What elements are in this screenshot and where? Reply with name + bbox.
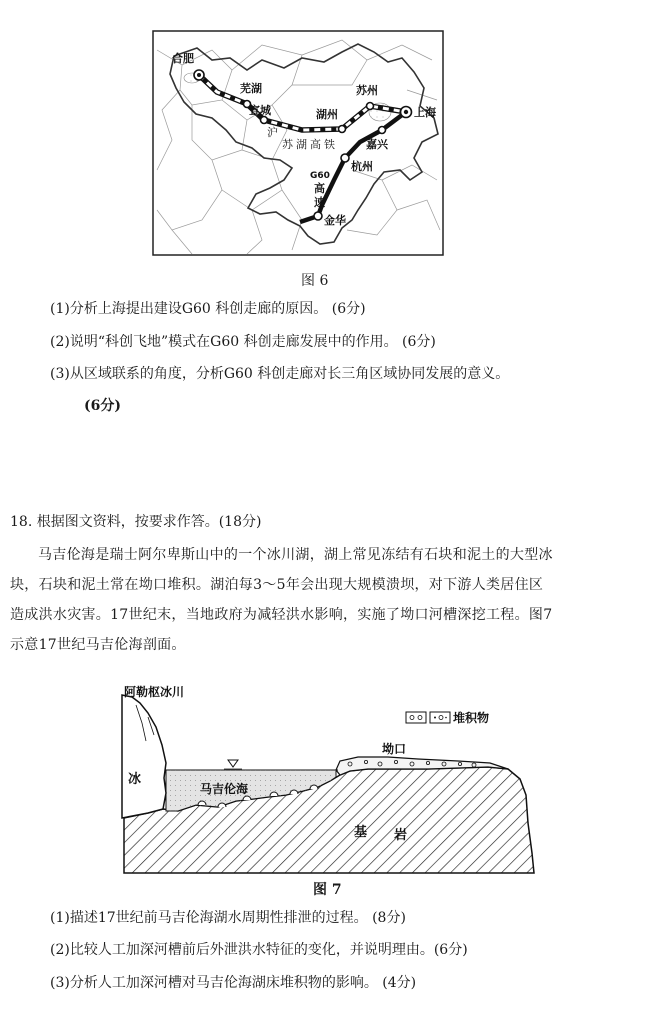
label-lake: 马吉伦海 (200, 782, 249, 796)
fig7-question-3: (3)分析人工加深河槽对马吉伦海湖床堆积物的影响。 (4分) (50, 975, 417, 991)
fig6-question-3: (3)从区域联系的角度，分析G60 科创走廊对长三角区域协同发展的意义。 (50, 366, 510, 382)
question-18-title: 18. 根据图文资料，按要求作答。(18分) (10, 514, 262, 530)
label-bedrock-1: 基 (354, 825, 368, 840)
label-pass: 坳口 (382, 742, 407, 756)
city-marker-huzhou (339, 126, 346, 133)
water-level-marker (228, 760, 238, 767)
fig7-question-1: (1)描述17世纪前马吉伦海湖水周期性排泄的过程。 (8分) (50, 910, 406, 926)
label-hangzhou: 杭州 (351, 160, 373, 173)
label-wuhu: 芜湖 (240, 82, 262, 95)
railway-label-char: 湖 (296, 138, 307, 151)
highway-label-char: 速 (314, 196, 325, 209)
highway-label-char: 高 (314, 182, 325, 195)
fig6-question-1: (1)分析上海提出建设G60 科创走廊的原因。 (6分) (50, 301, 366, 317)
legend-label: 堆积物 (453, 711, 490, 725)
fig6-question-2: (2)说明“科创飞地”模式在G60 科创走廊发展中的作用。 (6分) (50, 334, 436, 350)
railway-label-char: 高 (310, 138, 321, 151)
fig6-question-3-score: (6分) (84, 398, 121, 414)
paragraph-line: 马吉伦海是瑞士阿尔卑斯山中的一个冰川湖，湖上常见冻结有石块和泥土的大型冰 (38, 547, 553, 563)
city-marker-suzhou (367, 103, 374, 110)
label-huzhou: 湖州 (316, 108, 338, 121)
railway-label-char: 铁 (324, 138, 335, 151)
label-suzhou: 苏州 (356, 84, 378, 97)
city-marker-jiaxing (379, 127, 386, 134)
label-glacier: 阿勒枢冰川 (124, 685, 185, 699)
fig6-caption: 图 6 (301, 273, 329, 289)
city-marker-jinhua (314, 212, 322, 220)
fig7-caption: 图 7 (313, 882, 342, 898)
paragraph-line: 示意17世纪马吉伦海剖面。 (10, 637, 186, 653)
label-bedrock-2: 岩 (394, 828, 408, 843)
label-ice: 冰 (128, 772, 142, 787)
label-jinhua: 金华 (324, 214, 346, 227)
label-jiaxing: 嘉兴 (366, 138, 388, 151)
g60-map (152, 30, 444, 256)
label-hefei: 合肥 (172, 52, 194, 65)
glacier (122, 695, 166, 818)
fig7-question-2: (2)比较人工加深河槽前后外泄洪水特征的变化，并说明理由。(6分) (50, 942, 468, 958)
legend-sediment (406, 710, 489, 725)
railway-label-char: 沪 (267, 126, 278, 139)
question-18-paragraph (10, 540, 640, 660)
highway-label-g60: G60 (310, 171, 330, 181)
railway-label-char: 苏 (282, 138, 293, 151)
lake-cross-section (118, 683, 536, 879)
paragraph-line: 块，石块和泥土常在坳口堆积。湖泊每3～5年会出现大规模溃坝，对下游人类居住区 (10, 577, 544, 593)
city-marker-hangzhou (341, 154, 349, 162)
label-shanghai: 上海 (414, 106, 436, 119)
paragraph-line: 造成洪水灾害。17世纪末，当地政府为减轻洪水影响，实施了坳口河槽深挖工程。图7 (10, 607, 553, 623)
city-marker-xuancheng (261, 117, 268, 124)
label-xuancheng: 宣城 (249, 104, 271, 117)
